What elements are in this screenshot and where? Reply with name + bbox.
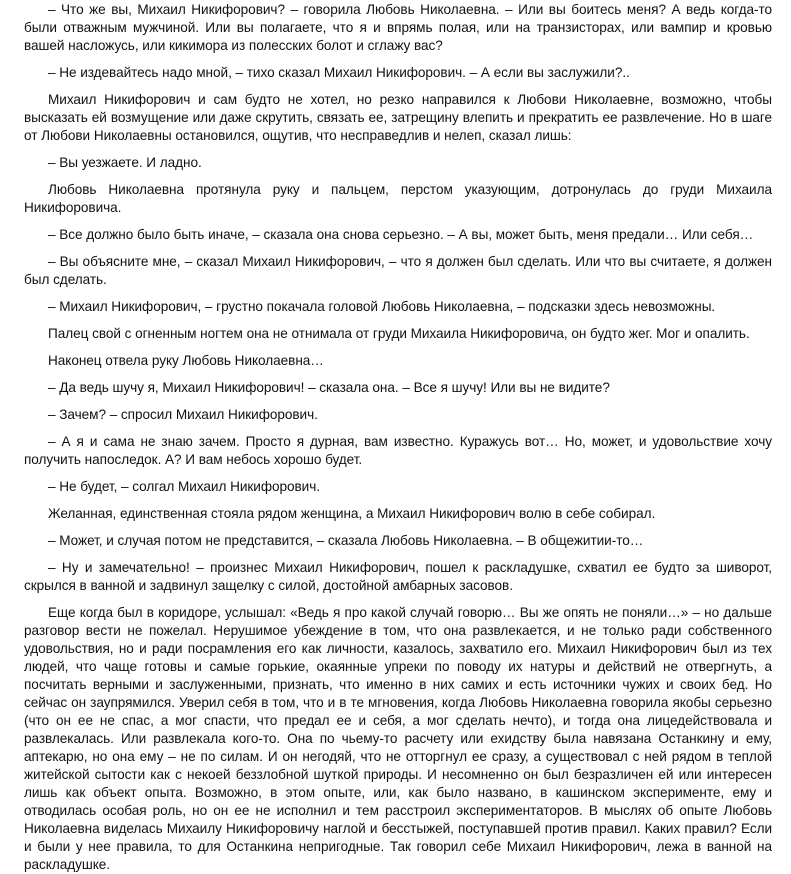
paragraph-narration: Желанная, единственная стояла рядом женщина, а Михаил Никифорович волю в себе собирал. (48, 506, 656, 521)
paragraph-dialogue: – Ну и замечательно! – произнес Михаил Никифорович, пошел к раскладушке, схватил ее будто за шиворот, скрылся в ванной и задвинул защелку с силой, достойной амбарных засовов. (24, 560, 772, 593)
paragraph-dialogue: – Зачем? – спросил Михаил Никифорович. (48, 407, 318, 422)
paragraph-narration: Любовь Николаевна протянула руку и пальцем, перстом указующим, дотронулась до груди Михаила Никифоровича. (24, 182, 772, 215)
paragraph-dialogue: – Что же вы, Михаил Никифорович? – говорила Любовь Николаевна. – Или вы боитесь меня? А ведь когда-то были отважным мужчиной. Или вы полагаете, что я и впрямь полая, или на транзисторах, или вампир и кровью вашей насложусь, или кикимора из полесских болот и сглажу вас? (24, 2, 772, 53)
paragraph-narration: Палец свой с огненным ногтем она не отнимала от груди Михаила Никифоровича, он будто жег. Мог и опалить. (48, 326, 750, 341)
paragraph-dialogue: – Да ведь шучу я, Михаил Никифорович! – сказала она. – Все я шучу! Или вы не видите? (48, 380, 610, 395)
paragraph-dialogue: – А я и сама не знаю зачем. Просто я дурная, вам известно. Куражусь вот… Но, может, и удовольствие хочу получить напоследок. А? И вам небось хорошо будет. (24, 434, 772, 467)
paragraph-dialogue: – Михаил Никифорович, – грустно покачала головой Любовь Николаевна, – подсказки здесь невозможны. (48, 299, 716, 314)
paragraph-dialogue: – Не будет, – солгал Михаил Никифорович. (48, 479, 320, 494)
paragraph-narration: Еще когда был в коридоре, услышал: «Ведь я про какой случай говорю… Вы же опять не поняли…» – но дальше разговор вести не пожелал. Нерушимое убеждение в том, что она развлекается, и не только ради собственного удовольствия, но и ради посрамления его как личности, казалось, захватило его. Михаил Никифорович был из тех людей, что чаще готовы и самые горькие, окаянные упреки по поводу их натуры и действий не отвергнуть, а посчитать верными и заслуженными, признать, что именно в них самих и есть источники чужих и своих бед. Но сейчас он заупрямился. Уверил себя в том, что и в те мгновения, когда Любовь Николаевна говорила якобы серьезно (что он ее не спас, а мог спасти, что предал ее и себя, а мог сделать нечто), и тогда она лицедействовала и развлекалась. Или развлекала кого-то. Она по чьему-то расчету или ехидству была навязана Останкину и ему, аптекарю, но она ему – не по силам. И он негодяй, что не отторгнул ее сразу, а существовал с ней рядом в теплой житейской сытости как с некоей беззлобной шуткой природы. И несомненно он был безразличен ей или интересен лишь как объект опыта. Возможно, в этом опыте, или, как было названо, в кашинском эксперименте, ему и отводилась особая роль, но он ее не исполнил и тем расстроил экспериментаторов. В мыслях об опыте Любовь Николаевна виделась Михаилу Никифоровичу наглой и бесстыжей, поступавшей против правил. Каких правил? Если и были у нее правила, то для Останкина непригодные. Так говорил себе Михаил Никифорович, лежа в ванной на раскладушке. (24, 605, 772, 872)
paragraph-dialogue: – Все должно было быть иначе, – сказала она снова серьезно. – А вы, может быть, меня предали… Или себя… (48, 227, 754, 242)
paragraph-narration: Наконец отвела руку Любовь Николаевна… (48, 353, 324, 368)
paragraph-dialogue: – Вы уезжаете. И ладно. (48, 155, 202, 170)
paragraph-dialogue: – Вы объясните мне, – сказал Михаил Никифорович, – что я должен был сделать. Или что вы считаете, я должен был сделать. (24, 254, 772, 287)
paragraph-dialogue: – Может, и случая потом не представится, – сказала Любовь Николаевна. – В общежитии-то… (48, 533, 644, 548)
paragraph-dialogue: – Не издевайтесь надо мной, – тихо сказал Михаил Никифорович. – А если вы заслужили?.. (48, 65, 630, 80)
paragraph-narration: Михаил Никифорович и сам будто не хотел, но резко направился к Любови Николаевне, возможно, чтобы высказать ей возмущение или даже скрутить, связать ее, затрещину влепить и прекратить ее развлечение. Но в шаге от Любови Николаевны остановился, ощутив, что несправедлив и нелеп, сказал лишь: (24, 92, 772, 143)
